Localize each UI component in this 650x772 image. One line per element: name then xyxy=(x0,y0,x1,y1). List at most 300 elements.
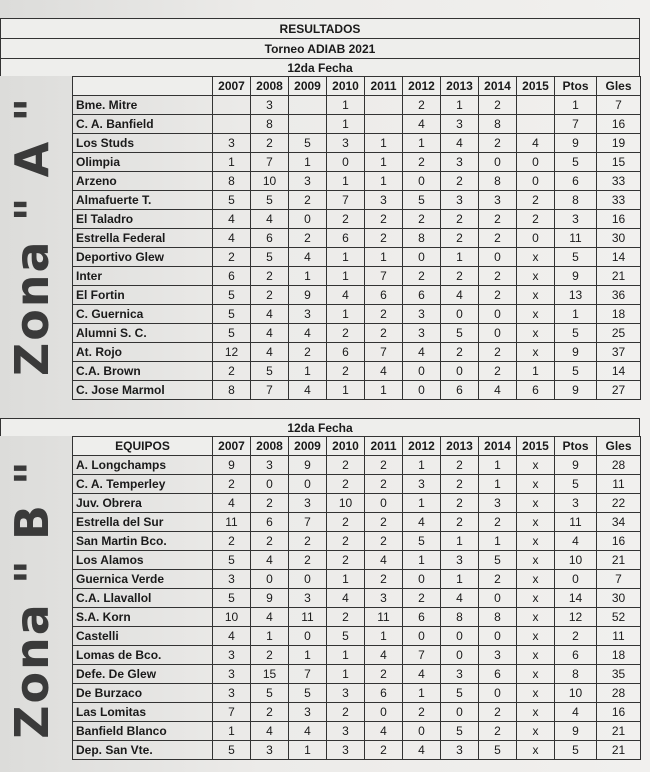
score-cell: 7 xyxy=(365,267,403,286)
score-cell: 3 xyxy=(327,684,365,703)
score-cell: x xyxy=(517,494,555,513)
team-name: Estrella del Sur xyxy=(73,513,213,532)
score-cell: 1 xyxy=(251,627,289,646)
score-cell: 0 xyxy=(479,153,517,172)
score-cell: 4 xyxy=(441,134,479,153)
score-cell: x xyxy=(517,608,555,627)
score-cell: 2 xyxy=(365,305,403,324)
score-cell: 11 xyxy=(213,513,251,532)
zone-b-label: Zona " B " xyxy=(5,459,60,739)
score-cell: 6 xyxy=(555,646,597,665)
score-cell: 5 xyxy=(251,362,289,381)
score-cell: 16 xyxy=(597,115,641,134)
score-cell: 4 xyxy=(327,286,365,305)
score-cell: 2 xyxy=(365,741,403,760)
zone-b-table-row xyxy=(73,475,641,494)
team-name: C. Jose Marmol xyxy=(73,381,213,400)
score-cell: 4 xyxy=(213,210,251,229)
score-cell: 2 xyxy=(213,362,251,381)
score-cell: 5 xyxy=(251,248,289,267)
score-cell: 0 xyxy=(441,646,479,665)
score-cell: 0 xyxy=(251,475,289,494)
zone-a-col-header: 2012 xyxy=(403,77,441,96)
score-cell: 28 xyxy=(597,684,641,703)
score-cell: 0 xyxy=(479,305,517,324)
zone-b-table-row xyxy=(73,646,641,665)
score-cell: 5 xyxy=(289,134,327,153)
score-cell: 18 xyxy=(597,646,641,665)
score-cell: 16 xyxy=(597,532,641,551)
score-cell: 0 xyxy=(289,627,327,646)
score-cell: 8 xyxy=(441,608,479,627)
score-cell: 4 xyxy=(251,608,289,627)
score-cell: 21 xyxy=(597,551,641,570)
score-cell: 1 xyxy=(441,570,479,589)
score-cell: 6 xyxy=(517,381,555,400)
zone-a-col-header: Ptos xyxy=(555,77,597,96)
score-cell: 2 xyxy=(365,324,403,343)
score-cell: 10 xyxy=(555,684,597,703)
zone-a-table-row xyxy=(73,115,641,134)
score-cell: 2 xyxy=(289,343,327,362)
score-cell: 2 xyxy=(479,229,517,248)
score-cell: 0 xyxy=(289,570,327,589)
score-cell: 12 xyxy=(213,343,251,362)
zone-a-table-row xyxy=(73,362,641,381)
score-cell: 9 xyxy=(555,267,597,286)
score-cell: x xyxy=(517,267,555,286)
zone-a-col-header: Gles xyxy=(597,77,641,96)
score-cell: x xyxy=(517,248,555,267)
score-cell: 0 xyxy=(479,324,517,343)
score-cell: 2 xyxy=(365,475,403,494)
team-name: De Burzaco xyxy=(73,684,213,703)
score-cell: 25 xyxy=(597,324,641,343)
score-cell: 2 xyxy=(327,551,365,570)
score-cell: 3 xyxy=(441,665,479,684)
score-cell: 4 xyxy=(213,229,251,248)
score-cell: 2 xyxy=(365,570,403,589)
score-cell: 9 xyxy=(555,381,597,400)
zone-b-team-header: EQUIPOS xyxy=(73,437,213,456)
score-cell: 2 xyxy=(213,248,251,267)
score-cell: 2 xyxy=(365,229,403,248)
score-cell: 3 xyxy=(441,741,479,760)
score-cell: 2 xyxy=(213,475,251,494)
team-name: Bme. Mitre xyxy=(73,96,213,115)
score-cell: 3 xyxy=(441,153,479,172)
score-cell: 2 xyxy=(441,267,479,286)
team-name: C. A. Temperley xyxy=(73,475,213,494)
score-cell: 27 xyxy=(597,381,641,400)
score-cell: 3 xyxy=(213,684,251,703)
score-cell: 2 xyxy=(327,456,365,475)
score-cell: 3 xyxy=(213,646,251,665)
score-cell: 34 xyxy=(597,513,641,532)
score-cell xyxy=(365,115,403,134)
score-cell: 28 xyxy=(597,456,641,475)
score-cell: 2 xyxy=(403,153,441,172)
team-name: Dep. San Vte. xyxy=(73,741,213,760)
score-cell: 37 xyxy=(597,343,641,362)
score-cell: x xyxy=(517,703,555,722)
score-cell: 2 xyxy=(479,362,517,381)
zone-a-col-header: 2015 xyxy=(517,77,555,96)
score-cell: 5 xyxy=(441,722,479,741)
score-cell: 8 xyxy=(251,115,289,134)
score-cell: 1 xyxy=(289,153,327,172)
team-name: Castelli xyxy=(73,627,213,646)
score-cell: 5 xyxy=(251,191,289,210)
score-cell: 10 xyxy=(555,551,597,570)
zone-b-table-row xyxy=(73,627,641,646)
score-cell: 0 xyxy=(555,570,597,589)
zone-b-col-header: 2011 xyxy=(365,437,403,456)
zone-b-col-header: 2008 xyxy=(251,437,289,456)
zone-a-table-row xyxy=(73,305,641,324)
score-cell: 2 xyxy=(251,703,289,722)
score-cell: 52 xyxy=(597,608,641,627)
score-cell: 3 xyxy=(251,456,289,475)
score-cell: 4 xyxy=(555,532,597,551)
score-cell: 1 xyxy=(365,134,403,153)
score-cell: 4 xyxy=(403,115,441,134)
score-cell: 1 xyxy=(327,172,365,191)
score-cell: 1 xyxy=(327,305,365,324)
sheet-title: RESULTADOS xyxy=(0,18,640,38)
team-name: Almafuerte T. xyxy=(73,191,213,210)
team-name: Juv. Obrera xyxy=(73,494,213,513)
tournament-title: Torneo ADIAB 2021 xyxy=(0,38,640,58)
score-cell: 7 xyxy=(289,513,327,532)
score-cell: 19 xyxy=(597,134,641,153)
score-cell: 1 xyxy=(289,646,327,665)
score-cell: 4 xyxy=(517,134,555,153)
zone-a-col-header: 2011 xyxy=(365,77,403,96)
team-name: Arzeno xyxy=(73,172,213,191)
score-cell: 21 xyxy=(597,722,641,741)
score-cell: 2 xyxy=(365,665,403,684)
score-cell: 11 xyxy=(365,608,403,627)
score-cell: 4 xyxy=(555,703,597,722)
score-cell: 3 xyxy=(251,96,289,115)
score-cell xyxy=(213,96,251,115)
score-cell: 6 xyxy=(327,229,365,248)
team-name: Inter xyxy=(73,267,213,286)
score-cell: 2 xyxy=(251,286,289,305)
score-cell: 3 xyxy=(327,741,365,760)
score-cell: 2 xyxy=(327,703,365,722)
score-cell: 0 xyxy=(479,589,517,608)
score-cell: 5 xyxy=(441,324,479,343)
score-cell xyxy=(517,96,555,115)
zone-b-table-row xyxy=(73,570,641,589)
score-cell: 2 xyxy=(555,627,597,646)
score-cell: 4 xyxy=(441,286,479,305)
score-cell: 12 xyxy=(555,608,597,627)
score-cell: 6 xyxy=(251,229,289,248)
zone-a-team-header xyxy=(73,77,213,96)
score-cell: 5 xyxy=(213,286,251,305)
score-cell: 4 xyxy=(251,551,289,570)
score-cell: 2 xyxy=(251,646,289,665)
score-cell: 0 xyxy=(479,627,517,646)
zone-b-col-header: Gles xyxy=(597,437,641,456)
score-cell: 4 xyxy=(289,381,327,400)
score-cell: 21 xyxy=(597,741,641,760)
score-cell: 3 xyxy=(327,722,365,741)
score-cell: 0 xyxy=(289,210,327,229)
zone-a-table-row xyxy=(73,96,641,115)
score-cell: x xyxy=(517,475,555,494)
score-cell: 1 xyxy=(479,532,517,551)
score-cell xyxy=(213,115,251,134)
score-cell: 3 xyxy=(441,115,479,134)
score-cell: 3 xyxy=(479,494,517,513)
score-cell: 1 xyxy=(555,96,597,115)
score-cell: 1 xyxy=(403,494,441,513)
score-cell: 0 xyxy=(403,172,441,191)
score-cell: x xyxy=(517,532,555,551)
zone-b-table-row xyxy=(73,684,641,703)
score-cell: 9 xyxy=(289,456,327,475)
score-cell: 6 xyxy=(213,267,251,286)
zone-b-col-header: 2013 xyxy=(441,437,479,456)
score-cell: 1 xyxy=(403,134,441,153)
score-cell: x xyxy=(517,456,555,475)
score-cell: 1 xyxy=(327,646,365,665)
score-cell: 2 xyxy=(365,210,403,229)
score-cell: 0 xyxy=(403,722,441,741)
score-cell: 11 xyxy=(597,475,641,494)
score-cell: 1 xyxy=(441,532,479,551)
score-cell: 2 xyxy=(479,513,517,532)
score-cell: 8 xyxy=(403,229,441,248)
score-cell: 0 xyxy=(517,153,555,172)
score-cell: 4 xyxy=(289,722,327,741)
team-name: Deportivo Glew xyxy=(73,248,213,267)
score-cell: 1 xyxy=(441,248,479,267)
zone-b-col-header: 2015 xyxy=(517,437,555,456)
score-cell: 5 xyxy=(213,741,251,760)
score-cell: 1 xyxy=(365,153,403,172)
score-cell: 0 xyxy=(403,248,441,267)
score-cell: 8 xyxy=(213,172,251,191)
zone-a-label: Zona " A " xyxy=(5,95,60,377)
score-cell: x xyxy=(517,286,555,305)
team-name: C.A. Brown xyxy=(73,362,213,381)
score-cell: 2 xyxy=(479,722,517,741)
score-cell: 5 xyxy=(213,551,251,570)
score-cell: 4 xyxy=(403,343,441,362)
score-cell: x xyxy=(517,570,555,589)
zone-b-table-row xyxy=(73,494,641,513)
score-cell: 5 xyxy=(479,741,517,760)
score-cell: 1 xyxy=(327,381,365,400)
score-cell: 21 xyxy=(597,267,641,286)
zone-a-fecha: 12da Fecha xyxy=(0,58,640,76)
score-cell: 3 xyxy=(403,305,441,324)
score-cell: 4 xyxy=(251,324,289,343)
score-cell: 7 xyxy=(597,96,641,115)
score-cell: 4 xyxy=(251,722,289,741)
score-cell: 2 xyxy=(479,96,517,115)
score-cell: 8 xyxy=(555,191,597,210)
team-name: Lomas de Bco. xyxy=(73,646,213,665)
zone-a-table-row xyxy=(73,229,641,248)
score-cell: 0 xyxy=(365,494,403,513)
score-cell: 3 xyxy=(555,494,597,513)
zone-b-table xyxy=(72,436,641,760)
team-name: C.A. Llavallol xyxy=(73,589,213,608)
score-cell: 3 xyxy=(555,210,597,229)
score-cell: 1 xyxy=(327,96,365,115)
score-cell: 4 xyxy=(365,722,403,741)
score-cell: 2 xyxy=(479,570,517,589)
score-cell: 7 xyxy=(251,153,289,172)
team-name: Defe. De Glew xyxy=(73,665,213,684)
score-cell: 33 xyxy=(597,191,641,210)
score-cell: 4 xyxy=(327,589,365,608)
score-cell: 3 xyxy=(441,551,479,570)
zone-a-table-row xyxy=(73,381,641,400)
score-cell: 0 xyxy=(403,362,441,381)
zone-b-table-row xyxy=(73,513,641,532)
score-cell: 9 xyxy=(555,456,597,475)
zone-b-header-row xyxy=(73,437,641,456)
score-cell: 14 xyxy=(597,362,641,381)
score-cell: 4 xyxy=(251,343,289,362)
zone-a-col-header: 2013 xyxy=(441,77,479,96)
score-cell: 5 xyxy=(403,532,441,551)
score-cell: 0 xyxy=(289,475,327,494)
team-name: Los Studs xyxy=(73,134,213,153)
score-cell: 2 xyxy=(441,343,479,362)
score-cell: 2 xyxy=(479,343,517,362)
score-cell: 5 xyxy=(555,153,597,172)
score-cell: 2 xyxy=(327,513,365,532)
score-cell: 7 xyxy=(289,665,327,684)
score-cell: 2 xyxy=(251,267,289,286)
score-cell: 30 xyxy=(597,589,641,608)
score-cell: 3 xyxy=(479,646,517,665)
score-cell: 1 xyxy=(555,305,597,324)
score-cell: 10 xyxy=(251,172,289,191)
team-name: C. A. Banfield xyxy=(73,115,213,134)
score-cell: 1 xyxy=(441,96,479,115)
score-cell: 7 xyxy=(403,646,441,665)
score-cell: 8 xyxy=(479,115,517,134)
score-cell: 1 xyxy=(327,115,365,134)
score-cell: 6 xyxy=(403,286,441,305)
score-cell: 8 xyxy=(555,665,597,684)
team-name: Las Lomitas xyxy=(73,703,213,722)
score-cell: 1 xyxy=(327,570,365,589)
score-cell: 4 xyxy=(251,210,289,229)
score-cell: 2 xyxy=(441,494,479,513)
zone-b-table-row xyxy=(73,551,641,570)
score-cell: 11 xyxy=(555,513,597,532)
score-cell: 0 xyxy=(441,362,479,381)
score-cell: 2 xyxy=(251,532,289,551)
score-cell: 0 xyxy=(441,305,479,324)
score-cell xyxy=(517,115,555,134)
score-cell: 1 xyxy=(365,627,403,646)
score-cell: 1 xyxy=(327,665,365,684)
score-cell: 3 xyxy=(479,191,517,210)
score-cell: 6 xyxy=(327,343,365,362)
score-cell xyxy=(289,115,327,134)
score-cell: 2 xyxy=(289,191,327,210)
score-cell: 9 xyxy=(213,456,251,475)
zone-a-table-row xyxy=(73,210,641,229)
score-cell: 6 xyxy=(479,665,517,684)
score-cell: 5 xyxy=(441,684,479,703)
team-name: San Martin Bco. xyxy=(73,532,213,551)
score-cell: 4 xyxy=(365,551,403,570)
zone-a-col-header: 2008 xyxy=(251,77,289,96)
score-cell: 9 xyxy=(289,286,327,305)
score-cell: 2 xyxy=(289,229,327,248)
score-cell: 0 xyxy=(403,381,441,400)
score-cell: 1 xyxy=(213,722,251,741)
zone-b-fecha: 12da Fecha xyxy=(0,418,640,436)
score-cell: 4 xyxy=(251,305,289,324)
score-cell: 1 xyxy=(403,551,441,570)
team-name: Alumni S. C. xyxy=(73,324,213,343)
score-cell: 16 xyxy=(597,703,641,722)
score-cell: x xyxy=(517,665,555,684)
score-cell: 7 xyxy=(327,191,365,210)
zone-b-table-row xyxy=(73,532,641,551)
score-cell: 1 xyxy=(479,475,517,494)
score-cell: 5 xyxy=(555,362,597,381)
score-cell: x xyxy=(517,684,555,703)
score-cell: 0 xyxy=(479,248,517,267)
zone-a-table-row xyxy=(73,153,641,172)
score-cell: 7 xyxy=(251,381,289,400)
score-cell: 1 xyxy=(403,456,441,475)
zone-a-col-header: 2010 xyxy=(327,77,365,96)
score-cell: 16 xyxy=(597,210,641,229)
score-cell: 0 xyxy=(251,570,289,589)
score-cell: 2 xyxy=(403,267,441,286)
score-cell: 36 xyxy=(597,286,641,305)
score-cell: 2 xyxy=(517,210,555,229)
score-cell: 4 xyxy=(289,324,327,343)
zone-b-col-header: 2010 xyxy=(327,437,365,456)
team-name: Guernica Verde xyxy=(73,570,213,589)
score-cell: x xyxy=(517,343,555,362)
score-cell: 4 xyxy=(403,513,441,532)
score-cell: 0 xyxy=(365,703,403,722)
score-cell: 6 xyxy=(365,684,403,703)
score-cell: 5 xyxy=(555,324,597,343)
score-cell: 4 xyxy=(441,589,479,608)
score-cell: 8 xyxy=(479,172,517,191)
score-cell: 8 xyxy=(213,381,251,400)
score-cell: 7 xyxy=(365,343,403,362)
score-cell: 3 xyxy=(213,665,251,684)
score-cell: 2 xyxy=(441,456,479,475)
score-cell: 5 xyxy=(213,191,251,210)
score-cell: 1 xyxy=(327,267,365,286)
score-cell: 6 xyxy=(555,172,597,191)
score-cell: x xyxy=(517,741,555,760)
score-cell: 0 xyxy=(517,172,555,191)
score-cell: 6 xyxy=(251,513,289,532)
score-cell: 7 xyxy=(213,703,251,722)
